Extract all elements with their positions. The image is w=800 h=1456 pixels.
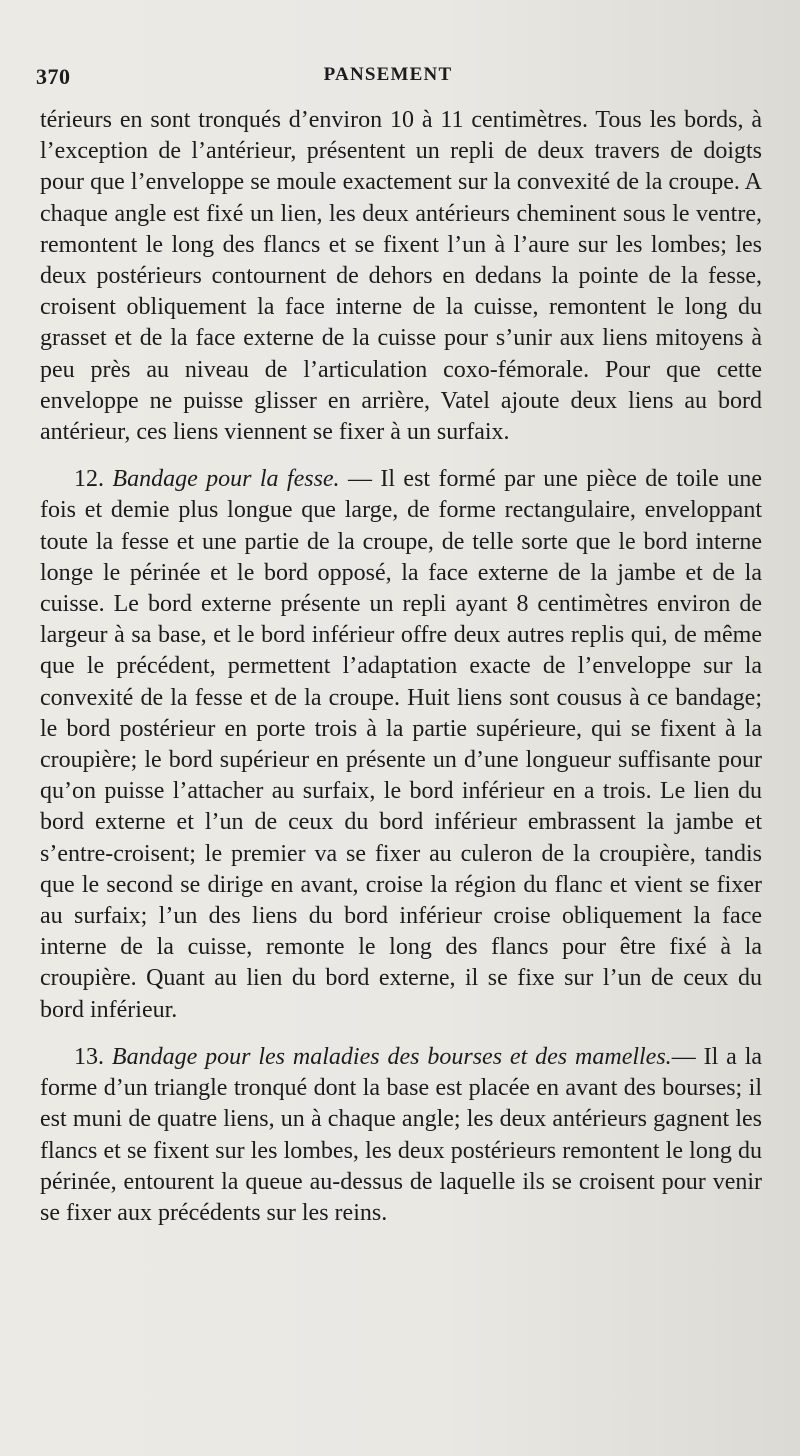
paragraph-section-13	[40, 1042, 762, 1229]
paragraph-section-12	[40, 464, 762, 1026]
paragraph-continuation	[40, 105, 762, 448]
paragraph-text: Il est formé par une pièce de toile une fois et demie plus longue que large, de forme rectangulaire, enveloppant toute la fesse et une partie de la croupe, de telle sorte que le bord interne longe le périnée et le bord opposé, la face externe de la jambe et de la cuisse. Le bord externe présente un repli ayant 8 centimètres environ de largeur à sa base, et le bord inférieur offre deux autres replis qui, de même que le précédent, permettent l’adaptation exacte de l’enveloppe sur la convexité de la fesse et de la croupe. Huit liens sont cousus à ce bandage; le bord postérieur en porte trois à la partie supérieure, qui se fixent à la croupière; le bord supérieur en présente un d’une longueur suffisante pour qu’on puisse l’attacher au surfaix, le bord inférieur en a trois. Le lien du bord externe et l’un de ceux du bord inférieur embrassent la jambe et s’entre-croisent; le premier va se fixer au culeron de la croupière, tandis que le second se dirige en avant, croise la région du flanc et vient se fixer au surfaix; l’un des liens du bord inférieur croise obliquement la face interne de la cuisse, remonte le long des flancs pour être fixé à la croupière. Quant au lien du bord externe, il se fixe sur l’un de ceux du bord inférieur.	[40, 466, 763, 1023]
page-number: 370	[36, 64, 71, 89]
section-dash: —	[339, 466, 381, 493]
paragraph-text: Il a la forme d’un triangle tronqué dont la base est placée en avant des bourses; il est muni de quatre liens, un à chaque angle; les deux antérieurs gagnent les flancs et se fixent sur les lombes, les deux postérieurs remontent le long du périnée, entourent la queue au-dessus de laquelle ils se croisent pour venir se fixer aux précédents sur les reins.	[40, 1043, 763, 1226]
paragraph-text: térieurs en sont tronqués d’environ 10 à 11 centimètres. Tous les bords, à l’exception de l’antérieur, présentent un repli de deux travers de doigts pour que l’enveloppe se moule exactement sur la convexité de la croupe. A chaque angle est fixé un lien, les deux antérieurs cheminent sous le ventre, remontent le long des flancs et se fixent l’un à l’aure sur les lombes; les deux postérieurs contournent de dehors en dedans la pointe de la fesse, croisent obliquement la face interne de la cuisse, remontent le long du grasset et de la face externe de la cuisse pour s’unir aux liens mitoyens à peu près au niveau de l’articulation coxo-fémorale. Pour que cette enveloppe ne puisse glisser en arrière, Vatel ajoute deux liens au bord antérieur, ces liens viennent se fixer à un surfaix.	[40, 107, 762, 446]
section-title: Bandage pour la fesse.	[112, 466, 340, 493]
page-header	[36, 64, 740, 98]
section-title: Bandage pour les maladies des bourses et des mamelles.	[111, 1043, 672, 1070]
body-text	[40, 105, 762, 1229]
running-title: PANSEMENT	[323, 64, 453, 85]
section-number: 12.	[74, 466, 104, 493]
section-dash: —	[671, 1043, 696, 1070]
section-number: 13.	[74, 1043, 104, 1070]
